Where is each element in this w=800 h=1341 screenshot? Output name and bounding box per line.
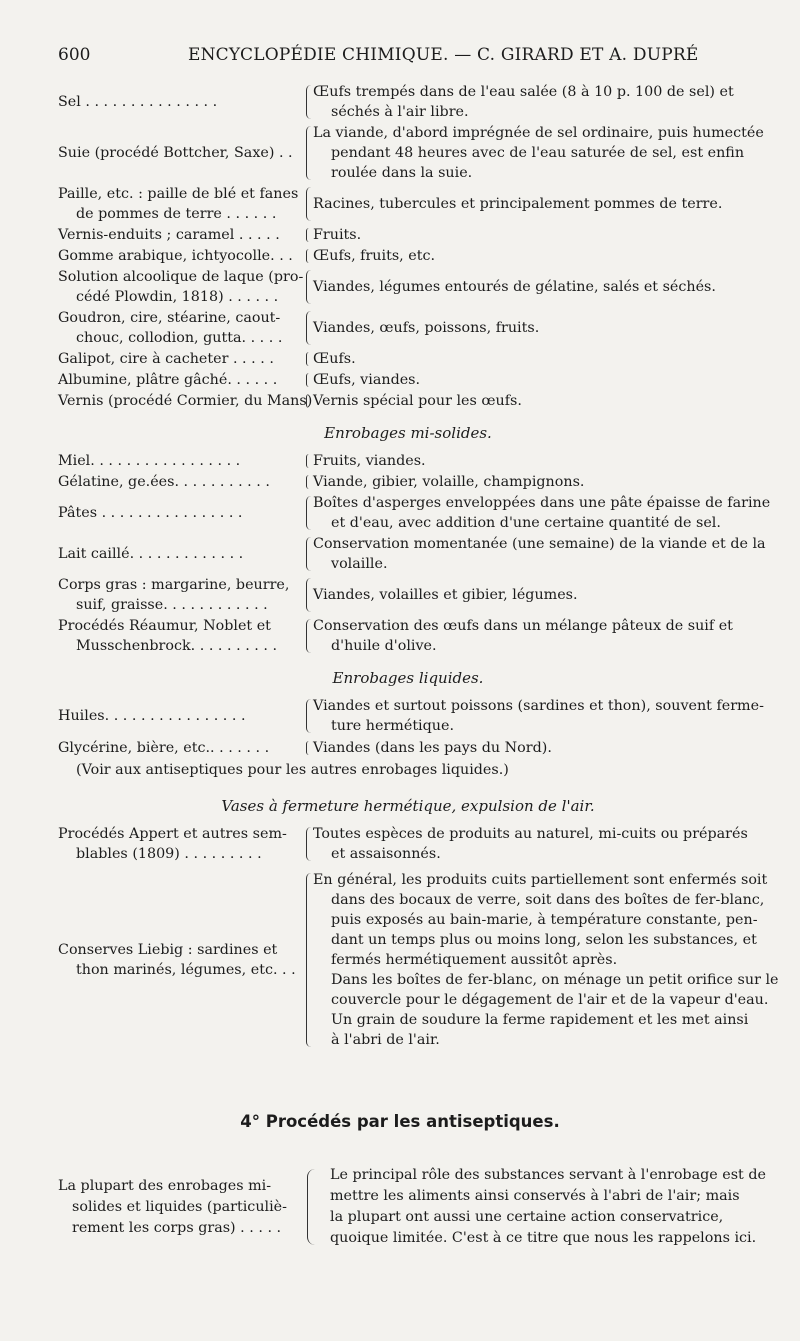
table-row	[58, 308, 758, 348]
brace	[303, 472, 313, 492]
row-left-label	[58, 1176, 303, 1239]
table-row	[58, 246, 758, 266]
row-left-label	[58, 503, 303, 523]
right-line: Viandes et surtout poissons (sardines et thon), souvent ferme-	[313, 698, 764, 714]
left-line: Corps gras : margarine, beurre,	[58, 577, 290, 593]
right-line: Viandes (dans les pays du Nord).	[313, 740, 552, 756]
row-left-label	[58, 143, 303, 163]
page-header	[58, 45, 753, 67]
left-line: Miel. . . . . . . . . . . . . . . . .	[58, 453, 241, 469]
right-line: Viandes, œufs, poissons, fruits.	[313, 320, 540, 336]
table-row	[58, 824, 758, 864]
row-right-text	[313, 123, 764, 183]
row-right-text	[313, 493, 770, 533]
left-line: cédé Plowdin, 1818) . . . . . .	[76, 289, 279, 305]
table-row	[58, 696, 764, 736]
left-line: Goudron, cire, stéarine, caout-	[58, 310, 281, 326]
page-number: 600	[58, 45, 91, 65]
table-row	[58, 738, 758, 758]
right-line: à l'abri de l'air.	[331, 1032, 440, 1048]
left-line: Gélatine, ge.ées. . . . . . . . . . .	[58, 474, 270, 490]
right-line: Œufs trempés dans de l'eau salée (8 à 10 p. 100 de sel) et	[313, 84, 734, 100]
row-left-label	[58, 706, 303, 726]
row-left-label	[58, 472, 303, 492]
brace	[303, 308, 313, 348]
left-line: suif, graisse. . . . . . . . . . . .	[76, 597, 268, 613]
hermetic-vessels-group	[58, 824, 779, 1050]
section-title-semi-solid: Enrobages mi-solides.	[324, 424, 492, 442]
left-line: chouc, collodion, gutta. . . . .	[76, 330, 283, 346]
table-row	[58, 575, 758, 615]
left-line: Conserves Liebig : sardines et	[58, 942, 278, 958]
row-left-label	[58, 225, 303, 245]
row-right-text	[313, 318, 758, 338]
row-left-label	[58, 391, 313, 411]
solid-coatings-group	[58, 82, 764, 411]
table-row	[58, 870, 779, 1050]
right-line: pendant 48 heures avec de l'eau saturée de sel, est enfin	[331, 145, 745, 161]
row-left-label	[58, 616, 303, 656]
row-right-text	[313, 277, 758, 297]
right-line: Œufs, viandes.	[313, 372, 421, 388]
section-title-liquid: Enrobages liquides.	[332, 669, 484, 687]
brace	[303, 870, 313, 1050]
row-right-text	[313, 246, 758, 266]
right-line: Viande, gibier, volaille, champignons.	[313, 474, 585, 490]
table-row	[58, 534, 766, 574]
row-left-label	[58, 370, 303, 390]
left-line: solides et liquides (particuliè-	[72, 1198, 287, 1215]
brace	[303, 451, 313, 471]
brace	[307, 1169, 322, 1245]
table-row	[58, 493, 771, 533]
row-right-text	[313, 472, 758, 492]
row-right-text	[313, 585, 758, 605]
row-right-text	[313, 616, 758, 656]
brace	[303, 575, 313, 615]
left-line: Albumine, plâtre gâché. . . . . .	[58, 372, 278, 388]
brace	[303, 225, 313, 245]
table-row	[58, 82, 758, 122]
right-line: La viande, d'abord imprégnée de sel ordinaire, puis humectée	[313, 125, 764, 141]
entries-table	[58, 82, 779, 1056]
left-line: Procédés Réaumur, Noblet et	[58, 618, 271, 634]
section-heading-antiseptics: 4° Procédés par les antiseptiques.	[240, 1112, 560, 1131]
right-line: dant un temps plus ou moins long, selon les substances, et	[331, 932, 757, 948]
right-line: mettre les aliments ainsi conservés à l'abri de l'air; mais	[330, 1188, 740, 1204]
row-right-text	[313, 451, 758, 471]
left-line: Paille, etc. : paille de blé et fanes	[58, 186, 299, 202]
row-left-label	[58, 308, 303, 348]
table-row	[58, 370, 758, 390]
right-line: séchés à l'air libre.	[331, 104, 469, 120]
row-right-text	[313, 225, 758, 245]
left-line: Pâtes . . . . . . . . . . . . . . . .	[58, 505, 243, 521]
left-line: Sel . . . . . . . . . . . . . . .	[58, 94, 218, 110]
row-left-label	[58, 940, 303, 980]
right-line: quoique limitée. C'est à ce titre que nous les rappelons ici.	[330, 1230, 757, 1246]
right-line: Boîtes d'asperges enveloppées dans une pâte épaisse de farine	[313, 495, 771, 511]
right-line: Viandes, légumes entourés de gélatine, salés et séchés.	[313, 279, 716, 295]
antiseptics-entry	[58, 1165, 766, 1249]
row-left-label	[58, 824, 303, 864]
brace	[303, 696, 313, 736]
brace	[303, 82, 313, 122]
brace	[303, 370, 313, 390]
left-line: Vernis-enduits ; caramel . . . . .	[58, 227, 280, 243]
row-left-label	[58, 575, 303, 615]
brace	[303, 123, 313, 183]
right-line: couvercle pour le dégagement de l'air et de la vapeur d'eau.	[331, 992, 769, 1008]
row-right-text	[313, 738, 758, 758]
brace	[303, 184, 313, 224]
row-right-text	[313, 349, 758, 369]
row-left-label	[58, 184, 303, 224]
liquid-note: (Voir aux antiseptiques pour les autres enrobages liquides.)	[76, 762, 509, 778]
brace	[303, 824, 313, 864]
row-left-label	[58, 451, 303, 471]
table-row	[58, 267, 758, 307]
left-line: Musschenbrock. . . . . . . . . .	[76, 638, 278, 654]
row-left-label	[58, 738, 303, 758]
brace	[303, 616, 313, 656]
right-line: Œufs, fruits, etc.	[313, 248, 436, 264]
right-line: Toutes espèces de produits au naturel, mi-cuits ou préparés	[313, 826, 748, 842]
right-line: la plupart ont aussi une certaine action conservatrice,	[330, 1209, 724, 1225]
table-row	[58, 349, 758, 369]
row-right-text	[313, 534, 766, 574]
right-line: En général, les produits cuits partiellement sont enfermés soit	[313, 872, 768, 888]
left-line: de pommes de terre . . . . . .	[76, 206, 277, 222]
brace	[303, 738, 313, 758]
brace	[303, 246, 313, 266]
right-line: fermés hermétiquement aussitôt après.	[331, 952, 618, 968]
right-line: ture hermétique.	[331, 718, 454, 734]
table-row	[58, 616, 758, 656]
brace	[303, 534, 313, 574]
right-line: Viandes, volailles et gibier, légumes.	[313, 587, 578, 603]
table-row	[58, 1165, 766, 1249]
brace	[303, 267, 313, 307]
right-line: Conservation momentanée (une semaine) de la viande et de la	[313, 536, 766, 552]
right-line: Fruits, viandes.	[313, 453, 426, 469]
left-line: Lait caillé. . . . . . . . . . . . .	[58, 546, 244, 562]
table-row	[58, 225, 758, 245]
left-line: blables (1809) . . . . . . . . .	[76, 846, 262, 862]
row-left-label	[58, 246, 303, 266]
left-line: rement les corps gras) . . . . .	[72, 1219, 282, 1236]
table-row	[58, 391, 758, 411]
right-line: et assaisonnés.	[331, 846, 441, 862]
left-line: Galipot, cire à cacheter . . . . .	[58, 351, 274, 367]
left-line: Vernis (procédé Cormier, du Mans)	[58, 393, 313, 409]
right-line: Vernis spécial pour les œufs.	[313, 393, 522, 409]
right-line: Conservation des œufs dans un mélange pâteux de suif et	[313, 618, 733, 634]
right-line: dans des bocaux de verre, soit dans des boîtes de fer-blanc,	[331, 892, 765, 908]
liquid-coatings-group	[58, 696, 764, 758]
section-title-vases: Vases à fermeture hermétique, expulsion de l'air.	[221, 797, 595, 815]
left-line: La plupart des enrobages mi-	[58, 1177, 272, 1194]
left-line: Procédés Appert et autres sem-	[58, 826, 287, 842]
brace	[303, 349, 313, 369]
row-right-text	[313, 870, 779, 1050]
row-left-label	[58, 267, 303, 307]
left-line: Suie (procédé Bottcher, Saxe) . .	[58, 145, 293, 161]
left-line: Huiles. . . . . . . . . . . . . . . .	[58, 708, 246, 724]
right-line: Racines, tubercules et principalement pommes de terre.	[313, 196, 723, 212]
table-row	[58, 184, 758, 224]
row-left-label	[58, 349, 303, 369]
right-line: Le principal rôle des substances servant à l'enrobage est de	[330, 1167, 766, 1183]
row-right-text	[313, 370, 758, 390]
right-line: volaille.	[331, 556, 388, 572]
left-line: thon marinés, légumes, etc. . .	[76, 962, 296, 978]
brace	[303, 493, 313, 533]
row-right-text	[330, 1165, 766, 1249]
left-line: Gomme arabique, ichtyocolle. . .	[58, 248, 293, 264]
right-line: Dans les boîtes de fer-blanc, on ménage un petit orifice sur le	[331, 972, 779, 988]
left-line: Solution alcoolique de laque (pro-	[58, 269, 304, 285]
table-row	[58, 123, 764, 183]
row-left-label	[58, 544, 303, 564]
row-right-text	[313, 824, 758, 864]
row-right-text	[313, 194, 758, 214]
right-line: puis exposés au bain-marie, à température constante, pen-	[331, 912, 758, 928]
right-line: Œufs.	[313, 351, 356, 367]
table-row	[58, 472, 758, 492]
right-line: et d'eau, avec addition d'une certaine quantité de sel.	[331, 515, 721, 531]
row-right-text	[313, 696, 764, 736]
row-right-text	[313, 82, 758, 122]
right-line: Fruits.	[313, 227, 362, 243]
running-title: ENCYCLOPÉDIE CHIMIQUE. — C. GIRARD ET A. DUPRÉ	[188, 45, 699, 65]
right-line: d'huile d'olive.	[331, 638, 437, 654]
right-line: roulée dans la suie.	[331, 165, 473, 181]
table-row	[58, 451, 758, 471]
right-line: Un grain de soudure la ferme rapidement et les met ainsi	[331, 1012, 749, 1028]
semi-solid-coatings-group	[58, 451, 771, 656]
row-right-text	[313, 391, 758, 411]
left-line: Glycérine, bière, etc.. . . . . . .	[58, 740, 270, 756]
row-left-label	[58, 92, 303, 112]
